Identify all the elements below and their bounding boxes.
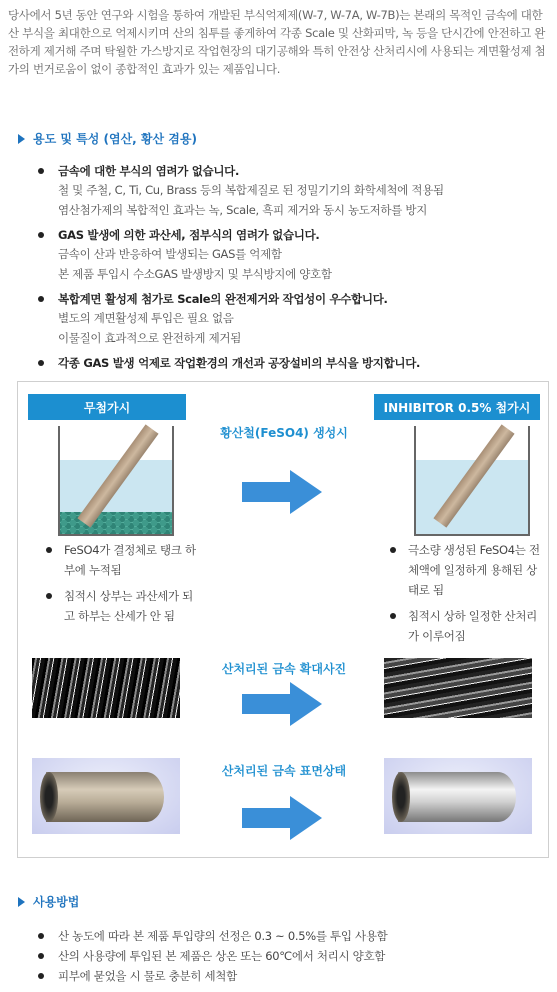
list-item — [38, 946, 548, 966]
feature-item — [38, 354, 548, 372]
comparison-panel — [17, 381, 549, 858]
bullet-icon — [38, 296, 44, 302]
caption-surface: 산처리된 금속 표면상태 — [221, 764, 347, 778]
note-text: 침적시 상하 일정한 산처리가 이루어짐 — [408, 609, 537, 643]
bullet-icon — [38, 360, 44, 366]
no-additive-tag: 무첨가시 — [28, 394, 186, 420]
right-arrow-icon — [242, 470, 322, 514]
section-title-features — [18, 130, 197, 147]
feature-detail: 본 제품 투입시 수소GAS 발생방지 및 부식방지에 양호함 — [58, 267, 332, 281]
feature-item — [38, 290, 548, 348]
surface-photo-untreated — [32, 758, 180, 834]
feature-heading: GAS 발생에 의한 과산세, 점부식의 염려가 없습니다. — [58, 228, 320, 242]
feature-heading: 금속에 대한 부식의 염려가 없습니다. — [58, 164, 240, 178]
usage-text: 산의 사용량에 투입된 본 제품은 상온 또는 60℃에서 처리시 양호함 — [58, 949, 386, 963]
feature-item — [38, 226, 548, 284]
feature-item — [38, 162, 548, 220]
note-text: 침적시 상부는 과산세가 되고 하부는 산세가 안 됨 — [64, 589, 193, 623]
section-title-usage — [18, 893, 79, 910]
section-title-text: 사용방법 — [33, 895, 80, 909]
beaker-no-additive — [58, 426, 174, 536]
triangle-bullet-icon — [18, 134, 25, 144]
caption-magnified: 산처리된 금속 확대사진 — [221, 662, 347, 676]
section-title-text: 용도 및 특성 (염산, 황산 겸용) — [33, 132, 197, 146]
bullet-icon — [390, 547, 396, 553]
bullet-icon — [38, 973, 44, 979]
feature-list — [38, 162, 548, 378]
feature-detail: 이물질이 효과적으로 완전하게 제거됨 — [58, 331, 242, 345]
feature-detail: 철 및 주철, C, Ti, Cu, Brass 등의 복합제질로 된 정밀기기의 화학세척에 적용됨 — [58, 183, 444, 197]
bullet-icon — [46, 547, 52, 553]
beaker-inhibitor — [414, 426, 530, 536]
no-additive-notes — [46, 540, 196, 632]
right-arrow-icon — [242, 796, 322, 840]
intro-paragraph: 당사에서 5년 동안 연구와 시험을 통하여 개발된 부식억제제(W-7, W-7A, W-7B)는 본래의 목적인 금속에 대한 산 부식을 최대한으로 억제시키며 산의 침투를 좋게하여 각종 Scale 및 산화피막, 녹 등을 단시간에 안전하고 완전하게 제거해 주며 탁월한 가스방지로 작업현장의 대기공해와 특히 안전상 산처리시에 사용되는 계면활성제 첨가의 번거로움이 없이 종합적인 효과가 있는 제품입니다. — [8, 8, 546, 76]
bullet-icon — [390, 613, 396, 619]
inhibitor-notes — [390, 540, 540, 652]
feature-heading: 복합계면 활성제 첨가로 Scale의 완전제거와 작업성이 우수합니다. — [58, 292, 388, 306]
magnified-photo-treated — [384, 658, 532, 718]
bullet-icon — [46, 593, 52, 599]
feature-detail: 염산첨가제의 복합적인 효과는 녹, Scale, 흑피 제거와 동시 농도저하를 방지 — [58, 203, 427, 217]
surface-photo-treated — [384, 758, 532, 834]
feature-detail: 금속이 산과 반응하여 발생되는 GAS를 억제함 — [58, 247, 282, 261]
triangle-bullet-icon — [18, 897, 25, 907]
list-item — [38, 966, 548, 986]
bullet-icon — [38, 232, 44, 238]
list-item — [38, 926, 548, 946]
usage-list — [38, 926, 548, 986]
right-arrow-icon — [242, 682, 322, 726]
bullet-icon — [38, 933, 44, 939]
usage-text: 피부에 묻었을 시 물로 충분히 세척함 — [58, 969, 237, 983]
note-text: FeSO4가 결정체로 탱크 하부에 누적됨 — [64, 543, 196, 577]
caption-feso4: 황산철(FeSO4) 생성시 — [220, 426, 348, 440]
bullet-icon — [38, 168, 44, 174]
usage-text: 산 농도에 따라 본 제품 투입량의 선정은 0.3 ~ 0.5%를 투입 사용함 — [58, 929, 388, 943]
feature-heading: 각종 GAS 발생 억제로 작업환경의 개선과 공장설비의 부식을 방지합니다. — [58, 356, 421, 370]
inhibitor-tag: INHIBITOR 0.5% 첨가시 — [374, 394, 540, 420]
magnified-photo-untreated — [32, 658, 180, 718]
bullet-icon — [38, 953, 44, 959]
note-text: 극소량 생성된 FeSO4는 전체액에 일정하게 용해된 상태로 됨 — [408, 543, 540, 597]
feature-detail: 별도의 계면활성제 투입은 필요 없음 — [58, 311, 234, 325]
